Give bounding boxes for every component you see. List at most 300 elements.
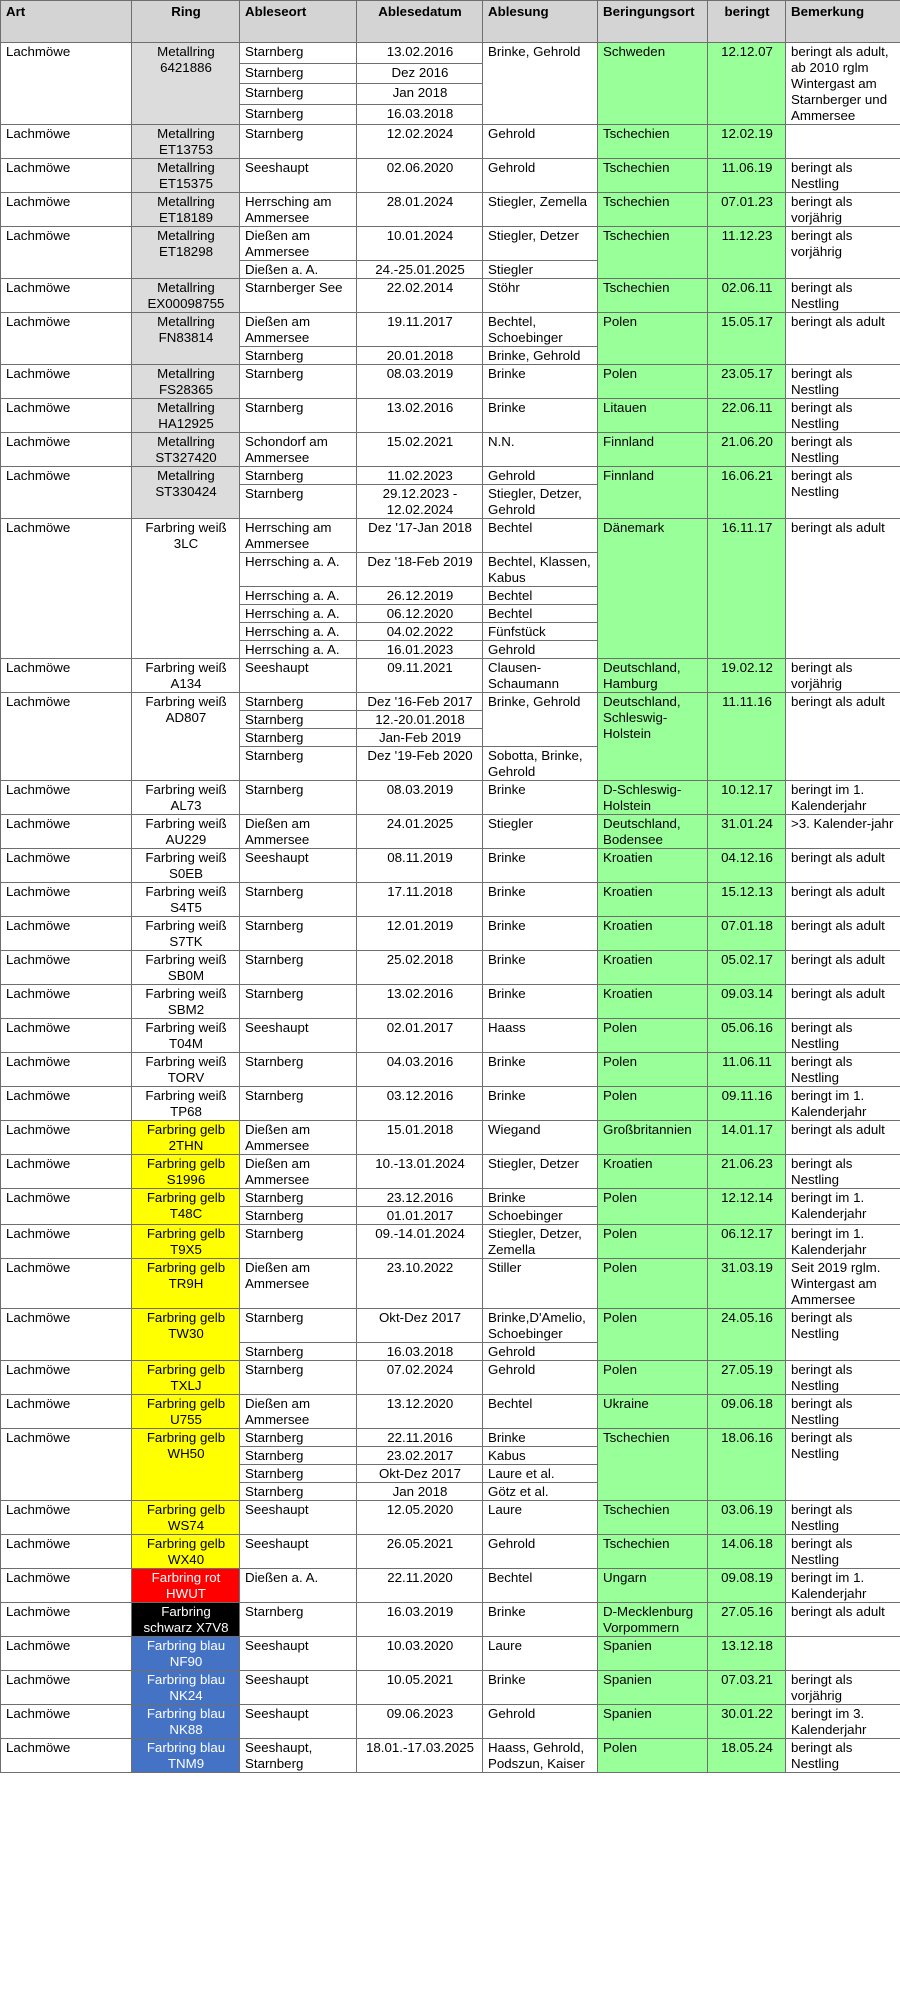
cell-bemerkung: beringt als Nestling: [786, 433, 900, 467]
cell-ablesung: Brinke: [483, 951, 598, 985]
cell-ableseort: Dießen am Ammersee: [240, 1155, 357, 1189]
cell-ablesung: Bechtel: [483, 1569, 598, 1603]
cell-ring: Farbring weiß 3LC: [132, 519, 240, 659]
cell-ablesedatum: 08.03.2019: [357, 781, 483, 815]
cell-ablesung: Bechtel: [483, 587, 598, 605]
cell-beringungsort: Deutschland, Hamburg: [598, 659, 708, 693]
cell-ablesedatum: Jan 2018: [357, 84, 483, 105]
cell-ablesedatum: Okt-Dez 2017: [357, 1465, 483, 1483]
cell-ablesedatum: 01.01.2017: [357, 1207, 483, 1225]
cell-ableseort: Starnberg: [240, 883, 357, 917]
cell-ablesedatum: 12.05.2020: [357, 1501, 483, 1535]
cell-beringt: 07.03.21: [708, 1671, 786, 1705]
cell-beringt: 12.12.14: [708, 1189, 786, 1225]
cell-art: Lachmöwe: [1, 399, 132, 433]
cell-ableseort: Starnberg: [240, 1603, 357, 1637]
table-row: [1, 849, 900, 883]
table-row: [1, 883, 900, 917]
cell-bemerkung: Seit 2019 rglm. Wintergast am Ammersee: [786, 1259, 900, 1309]
header-row: [1, 1, 900, 43]
cell-bemerkung: beringt als Nestling: [786, 1155, 900, 1189]
cell-ablesung: Brinke: [483, 917, 598, 951]
cell-art: Lachmöwe: [1, 1087, 132, 1121]
cell-beringt: 05.02.17: [708, 951, 786, 985]
cell-beringungsort: Kroatien: [598, 849, 708, 883]
cell-ableseort: Starnberg: [240, 104, 357, 125]
cell-ablesedatum: 11.02.2023: [357, 467, 483, 485]
cell-ableseort: Herrsching a. A.: [240, 553, 357, 587]
cell-ablesedatum: 12.-20.01.2018: [357, 711, 483, 729]
cell-art: Lachmöwe: [1, 1603, 132, 1637]
cell-art: Lachmöwe: [1, 849, 132, 883]
cell-ring: Farbring weiß S0EB: [132, 849, 240, 883]
cell-bemerkung: beringt im 1. Kalenderjahr: [786, 1569, 900, 1603]
cell-ring: Metallring HA12925: [132, 399, 240, 433]
cell-beringt: 22.06.11: [708, 399, 786, 433]
table-row: [1, 43, 900, 64]
cell-art: Lachmöwe: [1, 1225, 132, 1259]
cell-ableseort: Seeshaupt: [240, 1671, 357, 1705]
cell-ableseort: Dießen am Ammersee: [240, 815, 357, 849]
cell-art: Lachmöwe: [1, 693, 132, 781]
cell-ableseort: Starnberg: [240, 917, 357, 951]
cell-art: Lachmöwe: [1, 1501, 132, 1535]
cell-ablesedatum: 10.01.2024: [357, 227, 483, 261]
cell-beringt: 09.11.16: [708, 1087, 786, 1121]
cell-ablesedatum: 19.11.2017: [357, 313, 483, 347]
table-row: [1, 1155, 900, 1189]
cell-ablesung: Wiegand: [483, 1121, 598, 1155]
cell-ring: Farbring blau NK24: [132, 1671, 240, 1705]
cell-ablesedatum: 08.03.2019: [357, 365, 483, 399]
cell-ableseort: Starnberg: [240, 1207, 357, 1225]
cell-ablesedatum: 26.05.2021: [357, 1535, 483, 1569]
cell-ableseort: Herrsching a. A.: [240, 641, 357, 659]
cell-ablesung: Brinke: [483, 781, 598, 815]
cell-ablesung: Laure: [483, 1501, 598, 1535]
cell-ablesedatum: 13.02.2016: [357, 985, 483, 1019]
cell-art: Lachmöwe: [1, 193, 132, 227]
table-row: [1, 1087, 900, 1121]
cell-ring: Farbring weiß SB0M: [132, 951, 240, 985]
cell-beringungsort: Polen: [598, 1739, 708, 1773]
cell-ableseort: Starnberg: [240, 985, 357, 1019]
cell-ablesung: Brinke: [483, 399, 598, 433]
cell-ableseort: Starnberg: [240, 347, 357, 365]
cell-beringungsort: Polen: [598, 365, 708, 399]
cell-beringungsort: D-Schleswig-Holstein: [598, 781, 708, 815]
cell-ableseort: Starnberg: [240, 711, 357, 729]
cell-ring: Farbring weiß S4T5: [132, 883, 240, 917]
cell-art: Lachmöwe: [1, 917, 132, 951]
header-beringungsort: Beringungsort: [598, 1, 708, 43]
table-row: [1, 125, 900, 159]
cell-ableseort: Seeshaupt: [240, 1019, 357, 1053]
cell-bemerkung: beringt als adult: [786, 519, 900, 659]
table-row: [1, 227, 900, 261]
cell-bemerkung: beringt als adult: [786, 313, 900, 365]
cell-art: Lachmöwe: [1, 1739, 132, 1773]
cell-ring: Farbring blau NK88: [132, 1705, 240, 1739]
cell-beringt: 04.12.16: [708, 849, 786, 883]
cell-beringt: 18.05.24: [708, 1739, 786, 1773]
cell-art: Lachmöwe: [1, 1637, 132, 1671]
cell-art: Lachmöwe: [1, 125, 132, 159]
cell-ableseort: Seeshaupt: [240, 1637, 357, 1671]
cell-ablesedatum: 24.01.2025: [357, 815, 483, 849]
cell-beringt: 21.06.23: [708, 1155, 786, 1189]
cell-ableseort: Herrsching am Ammersee: [240, 193, 357, 227]
cell-art: Lachmöwe: [1, 1569, 132, 1603]
cell-ablesedatum: 29.12.2023 - 12.02.2024: [357, 485, 483, 519]
cell-ring: Metallring ST327420: [132, 433, 240, 467]
cell-bemerkung: beringt als Nestling: [786, 1429, 900, 1501]
cell-ablesung: Laure et al.: [483, 1465, 598, 1483]
cell-ablesung: Gehrold: [483, 1535, 598, 1569]
table-row: [1, 1259, 900, 1309]
cell-bemerkung: beringt im 1. Kalenderjahr: [786, 781, 900, 815]
cell-bemerkung: beringt als Nestling: [786, 1535, 900, 1569]
cell-bemerkung: beringt als adult: [786, 985, 900, 1019]
cell-beringt: 12.12.07: [708, 43, 786, 125]
cell-ablesedatum: 09.06.2023: [357, 1705, 483, 1739]
cell-ablesedatum: 20.01.2018: [357, 347, 483, 365]
cell-beringt: 30.01.22: [708, 1705, 786, 1739]
cell-art: Lachmöwe: [1, 1053, 132, 1087]
cell-beringungsort: Kroatien: [598, 883, 708, 917]
table-row: [1, 279, 900, 313]
cell-ablesedatum: Jan-Feb 2019: [357, 729, 483, 747]
cell-ableseort: Starnberg: [240, 1309, 357, 1343]
cell-beringungsort: Litauen: [598, 399, 708, 433]
header-ableseort: Ableseort: [240, 1, 357, 43]
cell-ablesedatum: 18.01.-17.03.2025: [357, 1739, 483, 1773]
cell-ablesedatum: 22.02.2014: [357, 279, 483, 313]
cell-ablesedatum: 03.12.2016: [357, 1087, 483, 1121]
cell-ablesedatum: 13.02.2016: [357, 399, 483, 433]
cell-art: Lachmöwe: [1, 1019, 132, 1053]
cell-ableseort: Schondorf am Ammersee: [240, 433, 357, 467]
cell-beringt: 11.06.11: [708, 1053, 786, 1087]
cell-ableseort: Starnberg: [240, 485, 357, 519]
table-row: [1, 1603, 900, 1637]
cell-beringt: 03.06.19: [708, 1501, 786, 1535]
cell-ablesung: Stiller: [483, 1259, 598, 1309]
cell-art: Lachmöwe: [1, 1361, 132, 1395]
cell-beringungsort: Deutschland, Bodensee: [598, 815, 708, 849]
cell-ring: Farbring weiß AU229: [132, 815, 240, 849]
cell-beringungsort: Polen: [598, 1225, 708, 1259]
cell-ableseort: Starnberg: [240, 1087, 357, 1121]
cell-ablesedatum: 02.06.2020: [357, 159, 483, 193]
header-beringt: beringt: [708, 1, 786, 43]
cell-bemerkung: beringt als adult: [786, 917, 900, 951]
cell-ableseort: Starnberg: [240, 1465, 357, 1483]
cell-beringt: 05.06.16: [708, 1019, 786, 1053]
cell-ablesedatum: 23.10.2022: [357, 1259, 483, 1309]
cell-beringt: 06.12.17: [708, 1225, 786, 1259]
cell-ableseort: Starnberg: [240, 1483, 357, 1501]
cell-bemerkung: beringt als adult: [786, 849, 900, 883]
table-row: [1, 1395, 900, 1429]
cell-ableseort: Starnberg: [240, 781, 357, 815]
cell-ablesedatum: Jan 2018: [357, 1483, 483, 1501]
cell-ablesedatum: 13.12.2020: [357, 1395, 483, 1429]
cell-beringungsort: Dänemark: [598, 519, 708, 659]
cell-ablesung: Stiegler, Detzer, Gehrold: [483, 485, 598, 519]
cell-ablesedatum: 07.02.2024: [357, 1361, 483, 1395]
cell-beringt: 09.06.18: [708, 1395, 786, 1429]
cell-beringungsort: Polen: [598, 313, 708, 365]
cell-ring: Farbring gelb TW30: [132, 1309, 240, 1361]
cell-ablesung: Bechtel: [483, 605, 598, 623]
cell-beringt: 11.12.23: [708, 227, 786, 279]
cell-beringt: 13.12.18: [708, 1637, 786, 1671]
cell-ring: Farbring weiß SBM2: [132, 985, 240, 1019]
table-row: [1, 1705, 900, 1739]
cell-beringungsort: Tschechien: [598, 1535, 708, 1569]
table-row: [1, 1637, 900, 1671]
cell-beringt: 15.12.13: [708, 883, 786, 917]
cell-ablesung: Schoebinger: [483, 1207, 598, 1225]
cell-beringt: 10.12.17: [708, 781, 786, 815]
cell-ablesung: Stiegler, Detzer: [483, 227, 598, 261]
cell-beringungsort: Finnland: [598, 467, 708, 519]
cell-beringungsort: Polen: [598, 1019, 708, 1053]
cell-ablesung: Stiegler, Detzer, Zemella: [483, 1225, 598, 1259]
table-row: [1, 917, 900, 951]
cell-ablesung: Gehrold: [483, 125, 598, 159]
table-row: [1, 1671, 900, 1705]
cell-art: Lachmöwe: [1, 985, 132, 1019]
cell-ring: Farbring rot HWUT: [132, 1569, 240, 1603]
cell-bemerkung: beringt als Nestling: [786, 1019, 900, 1053]
cell-beringungsort: Tschechien: [598, 193, 708, 227]
cell-ableseort: Seeshaupt: [240, 1705, 357, 1739]
cell-ablesung: Brinke,D'Amelio, Schoebinger: [483, 1309, 598, 1343]
cell-art: Lachmöwe: [1, 1121, 132, 1155]
header-ablesedatum: Ablesedatum: [357, 1, 483, 43]
cell-beringt: 09.03.14: [708, 985, 786, 1019]
cell-ablesedatum: 09.11.2021: [357, 659, 483, 693]
cell-art: Lachmöwe: [1, 365, 132, 399]
cell-ablesung: Brinke: [483, 1189, 598, 1207]
cell-ablesedatum: 22.11.2020: [357, 1569, 483, 1603]
cell-ablesung: Haass: [483, 1019, 598, 1053]
cell-bemerkung: beringt als vorjährig: [786, 659, 900, 693]
cell-ablesedatum: 13.02.2016: [357, 43, 483, 64]
cell-art: Lachmöwe: [1, 781, 132, 815]
cell-ring: Farbring gelb T48C: [132, 1189, 240, 1225]
cell-ableseort: Dießen a. A.: [240, 1569, 357, 1603]
cell-ablesung: Clausen-Schaumann: [483, 659, 598, 693]
cell-beringt: 11.11.16: [708, 693, 786, 781]
cell-ableseort: Starnberg: [240, 125, 357, 159]
cell-beringungsort: Spanien: [598, 1671, 708, 1705]
table-row: [1, 781, 900, 815]
cell-beringungsort: Tschechien: [598, 125, 708, 159]
cell-ring: Farbring blau TNM9: [132, 1739, 240, 1773]
cell-art: Lachmöwe: [1, 519, 132, 659]
cell-art: Lachmöwe: [1, 815, 132, 849]
cell-ablesedatum: 09.-14.01.2024: [357, 1225, 483, 1259]
cell-beringungsort: Kroatien: [598, 917, 708, 951]
cell-beringt: 09.08.19: [708, 1569, 786, 1603]
cell-ableseort: Starnberg: [240, 1361, 357, 1395]
table-row: [1, 1569, 900, 1603]
header-ablesung: Ablesung: [483, 1, 598, 43]
cell-bemerkung: beringt als Nestling: [786, 159, 900, 193]
cell-ring: Farbring gelb U755: [132, 1395, 240, 1429]
cell-beringungsort: Kroatien: [598, 951, 708, 985]
table-row: [1, 193, 900, 227]
cell-ablesung: Fünfstück: [483, 623, 598, 641]
table-row: [1, 313, 900, 347]
cell-ablesung: Gehrold: [483, 1343, 598, 1361]
cell-beringungsort: Tschechien: [598, 227, 708, 279]
cell-ablesung: Brinke: [483, 849, 598, 883]
cell-beringungsort: Ungarn: [598, 1569, 708, 1603]
cell-ablesung: Kabus: [483, 1447, 598, 1465]
cell-beringt: 16.06.21: [708, 467, 786, 519]
cell-ableseort: Starnberger See: [240, 279, 357, 313]
table-row: [1, 1535, 900, 1569]
table-row: [1, 1501, 900, 1535]
header-bemerkung: Bemerkung: [786, 1, 900, 43]
cell-bemerkung: beringt als Nestling: [786, 1395, 900, 1429]
table-row: [1, 1429, 900, 1447]
cell-ablesedatum: 23.12.2016: [357, 1189, 483, 1207]
cell-ablesedatum: 25.02.2018: [357, 951, 483, 985]
cell-ablesedatum: 15.01.2018: [357, 1121, 483, 1155]
cell-ablesung: Brinke: [483, 1053, 598, 1087]
cell-ablesung: Gehrold: [483, 641, 598, 659]
cell-ableseort: Starnberg: [240, 63, 357, 84]
table-row: [1, 951, 900, 985]
cell-ableseort: Dießen am Ammersee: [240, 313, 357, 347]
cell-ablesung: Gehrold: [483, 1361, 598, 1395]
cell-bemerkung: beringt im 3. Kalenderjahr: [786, 1705, 900, 1739]
cell-bemerkung: beringt als vorjährig: [786, 1671, 900, 1705]
cell-ring: Metallring EX00098755: [132, 279, 240, 313]
cell-ring: Metallring FN83814: [132, 313, 240, 365]
cell-art: Lachmöwe: [1, 433, 132, 467]
cell-beringt: 27.05.16: [708, 1603, 786, 1637]
cell-beringungsort: Spanien: [598, 1705, 708, 1739]
cell-ring: Metallring ET18189: [132, 193, 240, 227]
cell-ring: Farbring blau NF90: [132, 1637, 240, 1671]
cell-ablesung: Sobotta, Brinke, Gehrold: [483, 747, 598, 781]
cell-art: Lachmöwe: [1, 313, 132, 365]
cell-ablesung: Brinke, Gehrold: [483, 43, 598, 125]
cell-ablesedatum: 22.11.2016: [357, 1429, 483, 1447]
cell-bemerkung: beringt als Nestling: [786, 1309, 900, 1361]
cell-ring: Farbring gelb S1996: [132, 1155, 240, 1189]
cell-ableseort: Herrsching am Ammersee: [240, 519, 357, 553]
cell-beringt: 24.05.16: [708, 1309, 786, 1361]
cell-art: Lachmöwe: [1, 279, 132, 313]
cell-ablesung: Brinke, Gehrold: [483, 347, 598, 365]
cell-ableseort: Starnberg: [240, 1189, 357, 1207]
cell-ablesedatum: 12.02.2024: [357, 125, 483, 159]
table-row: [1, 815, 900, 849]
cell-ring: Farbring weiß AD807: [132, 693, 240, 781]
cell-ablesedatum: 16.01.2023: [357, 641, 483, 659]
cell-beringt: 11.06.19: [708, 159, 786, 193]
cell-ablesedatum: 16.03.2019: [357, 1603, 483, 1637]
table-row: [1, 433, 900, 467]
cell-bemerkung: beringt als adult: [786, 883, 900, 917]
table-row: [1, 1053, 900, 1087]
table-row: [1, 1309, 900, 1343]
cell-art: Lachmöwe: [1, 1535, 132, 1569]
cell-beringungsort: Ukraine: [598, 1395, 708, 1429]
cell-ablesedatum: 10.-13.01.2024: [357, 1155, 483, 1189]
cell-art: Lachmöwe: [1, 1259, 132, 1309]
cell-ablesung: Brinke, Gehrold: [483, 693, 598, 747]
cell-bemerkung: beringt als Nestling: [786, 365, 900, 399]
cell-ablesung: Stiegler, Zemella: [483, 193, 598, 227]
cell-beringungsort: Großbritannien: [598, 1121, 708, 1155]
cell-art: Lachmöwe: [1, 659, 132, 693]
cell-ring: Farbring weiß TP68: [132, 1087, 240, 1121]
cell-ring: Farbring schwarz X7V8: [132, 1603, 240, 1637]
table-row: [1, 693, 900, 711]
cell-bemerkung: beringt als adult: [786, 1603, 900, 1637]
cell-ablesedatum: Dez '17-Jan 2018: [357, 519, 483, 553]
cell-bemerkung: beringt als adult, ab 2010 rglm Wintergast am Starnberger und Ammersee: [786, 43, 900, 125]
cell-beringt: 19.02.12: [708, 659, 786, 693]
cell-beringungsort: Tschechien: [598, 1429, 708, 1501]
cell-beringt: 27.05.19: [708, 1361, 786, 1395]
cell-ablesung: Bechtel: [483, 519, 598, 553]
cell-ableseort: Starnberg: [240, 1053, 357, 1087]
cell-ableseort: Seeshaupt: [240, 849, 357, 883]
cell-ablesung: Bechtel, Klassen, Kabus: [483, 553, 598, 587]
cell-ableseort: Starnberg: [240, 84, 357, 105]
cell-bemerkung: beringt als vorjährig: [786, 227, 900, 279]
cell-beringt: 12.02.19: [708, 125, 786, 159]
cell-ablesedatum: 17.11.2018: [357, 883, 483, 917]
cell-ablesedatum: 16.03.2018: [357, 1343, 483, 1361]
cell-beringt: 23.05.17: [708, 365, 786, 399]
cell-ring: Farbring weiß S7TK: [132, 917, 240, 951]
cell-beringt: 02.06.11: [708, 279, 786, 313]
cell-ableseort: Starnberg: [240, 693, 357, 711]
cell-beringungsort: Polen: [598, 1087, 708, 1121]
cell-beringt: 18.06.16: [708, 1429, 786, 1501]
cell-art: Lachmöwe: [1, 1705, 132, 1739]
cell-ring: Farbring weiß AL73: [132, 781, 240, 815]
cell-beringungsort: Tschechien: [598, 1501, 708, 1535]
cell-ablesedatum: Dez '16-Feb 2017: [357, 693, 483, 711]
cell-art: Lachmöwe: [1, 1429, 132, 1501]
cell-art: Lachmöwe: [1, 467, 132, 519]
cell-beringungsort: Finnland: [598, 433, 708, 467]
cell-ablesedatum: 08.11.2019: [357, 849, 483, 883]
cell-bemerkung: beringt im 1. Kalenderjahr: [786, 1189, 900, 1225]
table-row: [1, 659, 900, 693]
cell-ablesung: Haass, Gehrold, Podszun, Kaiser: [483, 1739, 598, 1773]
cell-art: Lachmöwe: [1, 1309, 132, 1361]
cell-ring: Farbring gelb WX40: [132, 1535, 240, 1569]
cell-ablesung: Stiegler, Detzer: [483, 1155, 598, 1189]
cell-ring: Farbring gelb TR9H: [132, 1259, 240, 1309]
cell-ablesung: Gehrold: [483, 159, 598, 193]
cell-ring: Metallring 6421886: [132, 43, 240, 125]
table-row: [1, 1361, 900, 1395]
cell-beringungsort: D-Mecklenburg Vorpommern: [598, 1603, 708, 1637]
